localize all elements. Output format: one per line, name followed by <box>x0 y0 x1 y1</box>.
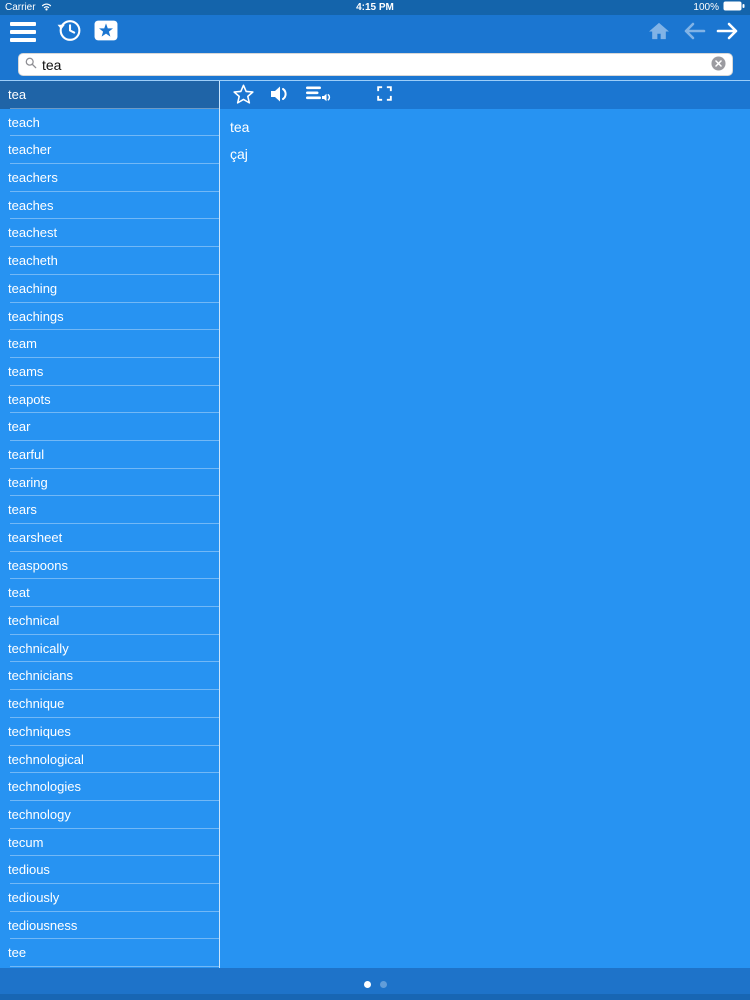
clear-icon <box>711 56 726 74</box>
list-item[interactable]: teaches <box>0 192 219 220</box>
list-item[interactable]: teaspoons <box>0 552 219 580</box>
word-list <box>0 81 220 968</box>
list-item[interactable]: technicians <box>0 662 219 690</box>
speaker-button[interactable] <box>269 84 291 107</box>
wifi-icon <box>40 1 53 14</box>
list-item[interactable]: technical <box>0 607 219 635</box>
battery-percent-label: 100% <box>693 2 719 13</box>
list-item[interactable]: tear <box>0 413 219 441</box>
list-item[interactable]: teacheth <box>0 247 219 275</box>
list-item[interactable]: technically <box>0 635 219 663</box>
entry-panel <box>220 81 750 968</box>
menu-button[interactable] <box>8 20 38 44</box>
list-item[interactable]: teat <box>0 579 219 607</box>
carrier-label: Carrier <box>5 2 36 13</box>
list-item[interactable]: teaching <box>0 275 219 303</box>
list-item[interactable]: techniques <box>0 718 219 746</box>
history-icon <box>56 17 83 47</box>
list-item[interactable]: technological <box>0 746 219 774</box>
page-dot[interactable] <box>380 981 387 988</box>
list-item[interactable]: tea <box>0 81 219 109</box>
list-item[interactable]: teapots <box>0 386 219 414</box>
page-control <box>0 968 750 1000</box>
forward-button[interactable] <box>716 21 740 44</box>
read-list-button[interactable] <box>305 84 333 107</box>
clock-label: 4:15 PM <box>356 2 394 13</box>
list-item[interactable]: teachers <box>0 164 219 192</box>
battery-icon <box>723 1 745 14</box>
fullscreen-button[interactable] <box>375 84 394 106</box>
star-icon <box>232 83 255 108</box>
list-item[interactable]: technology <box>0 801 219 829</box>
list-item[interactable]: tediousness <box>0 912 219 940</box>
favorites-button[interactable] <box>93 18 119 46</box>
translation: çaj <box>230 146 248 162</box>
toolbar <box>0 15 750 49</box>
list-item[interactable]: tearful <box>0 441 219 469</box>
list-item[interactable]: tearsheet <box>0 524 219 552</box>
list-item[interactable]: technique <box>0 690 219 718</box>
fullscreen-icon <box>375 84 394 106</box>
home-icon <box>648 21 670 44</box>
speaker-icon <box>269 84 291 107</box>
page-dot[interactable] <box>364 981 371 988</box>
home-button[interactable] <box>648 21 670 44</box>
bottom-edge <box>0 994 750 1000</box>
list-item[interactable]: tedious <box>0 856 219 884</box>
search-field[interactable] <box>18 53 733 76</box>
status-bar <box>0 0 750 15</box>
list-item[interactable]: tearing <box>0 469 219 497</box>
list-item[interactable]: teacher <box>0 136 219 164</box>
main-area <box>0 80 750 968</box>
headword: tea <box>230 119 250 135</box>
forward-arrow-icon <box>716 21 740 44</box>
search-icon <box>25 56 37 74</box>
star-button[interactable] <box>232 83 255 108</box>
clear-search-button[interactable] <box>711 56 726 74</box>
list-item[interactable]: teach <box>0 109 219 137</box>
list-item[interactable]: teachest <box>0 219 219 247</box>
search-input[interactable] <box>42 57 711 73</box>
list-item[interactable]: tee <box>0 939 219 967</box>
back-arrow-icon <box>682 21 706 44</box>
favorites-icon <box>93 18 119 46</box>
list-item[interactable]: tears <box>0 496 219 524</box>
list-item[interactable]: technologies <box>0 773 219 801</box>
list-item[interactable]: tecum <box>0 829 219 857</box>
list-item[interactable]: team <box>0 330 219 358</box>
definition-view <box>220 109 750 162</box>
list-item[interactable]: teams <box>0 358 219 386</box>
entry-toolbar <box>220 81 750 109</box>
list-item[interactable]: tediously <box>0 884 219 912</box>
read-list-icon <box>305 84 333 107</box>
search-area <box>0 49 750 80</box>
list-item[interactable]: teachings <box>0 303 219 331</box>
history-button[interactable] <box>56 17 83 47</box>
back-button[interactable] <box>682 21 706 44</box>
